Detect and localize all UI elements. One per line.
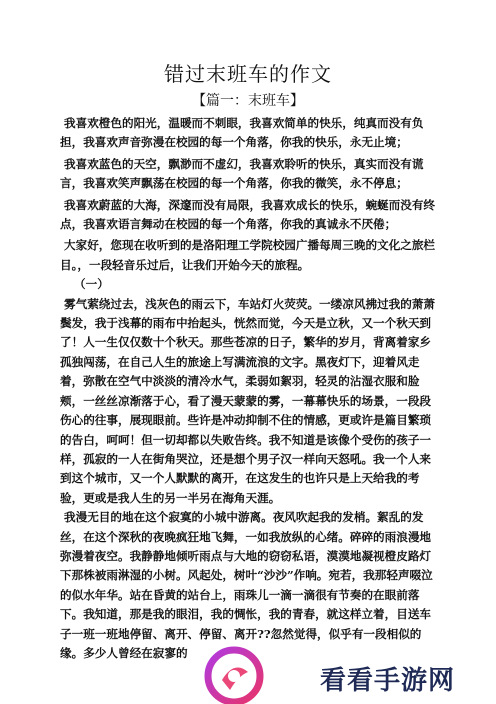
watermark: [204, 650, 496, 702]
paragraph: 我喜欢蓝色的天空，飘渺而不虚幻，我喜欢聆听的快乐，真实而没有谎言，我喜欢笑声飘荡在校园的每一个角落，你我的微笑，永不停息；: [60, 156, 424, 191]
paragraph: 大家好，您现在收听到的是洛阳理工学院校园广播每周三晚的文化之旅栏目。，一段轻音乐过后，让我们开始今天的旅程。: [60, 238, 436, 272]
paragraph: 我喜欢橙色的阳光，温暖而不刺眼，我喜欢简单的快乐，纯真而没有负担，我喜欢声音弥漫在校园的每一个角落，你我的快乐，永无止境；: [60, 116, 424, 150]
paragraph: 我喜欢蔚蓝的大海，深邃而没有局限，我喜欢成长的快乐，蜿蜒而没有终点，我喜欢语言舞动在校园的每一个角落，你我的真诚永不厌倦；: [60, 197, 436, 232]
page-title: 错过末班车的作文: [164, 62, 332, 86]
watermark-text: 看看手游网: [320, 666, 456, 696]
paragraph: 我漫无目的地在这个寂寞的小城中游离。夜风吹起我的发梢。絮乱的发丝，在这个深秋的夜晚疯狂地飞舞，一如我放纵的心绪。碎碎的雨浪漫地弥漫着夜空。我静静地倾听雨点与大地的窃窃私语，漠漠地凝视橙皮路灯下那株被雨淋湿的小树。风起处，树叶“沙沙”作响。宛若，我那轻声啜泣的似水年华。站在昏黄的站台上，雨珠儿一滴一滴很有节奏的在眼前落下。我知道，那是我的眼泪，我的惆怅，我的青春，就这样立着，目送车子一班一班地停留、离开、停留、离开??忽然觉得，似乎有一段相似的缘。多少人曾经在寂寥的: [60, 510, 433, 660]
page-subtitle: 【篇一：末班车】: [192, 93, 304, 109]
paragraph: 雾气萦绕过去，浅灰色的雨云下，车站灯火荧荧。一缕凉风拂过我的萧萧鬓发，我于浅幕的雨布中抬起头，恍然而觉，今天是立秋，又一个秋天到了！人一生仅仅数十个秋天。那些苍凉的日子，繁华的岁月，背离着家乡孤独闯荡，在自己人生的旅途上写满流浪的文字。黑夜灯下，迎着风走着，弥散在空气中淡淡的清冷水气，柔弱如絮羽，轻灵的沾湿衣服和脸颊，一丝丝凉渐落于心，看了漫天蒙蒙的雾，一幕幕快乐的场景，一段段伤心的往事，展现眼前。些许是冲动抑制不住的情感，更或许是篇目繁琐的告白，呵呵！但一切却都以失败告终。我不知道是该像个受伤的孩子一样，孤寂的一人在街角哭泣，还是想个男子汉一样向天怒吼。我一个人来到这个城市，又一个人默默的离开，在这发生的也许只是上天给我的考验，更或是我人生的另一半另在海角天涯。: [60, 296, 436, 505]
game-site-logo-icon: [204, 646, 264, 704]
section-heading: （一）: [74, 277, 109, 292]
document-body: [60, 114, 440, 663]
